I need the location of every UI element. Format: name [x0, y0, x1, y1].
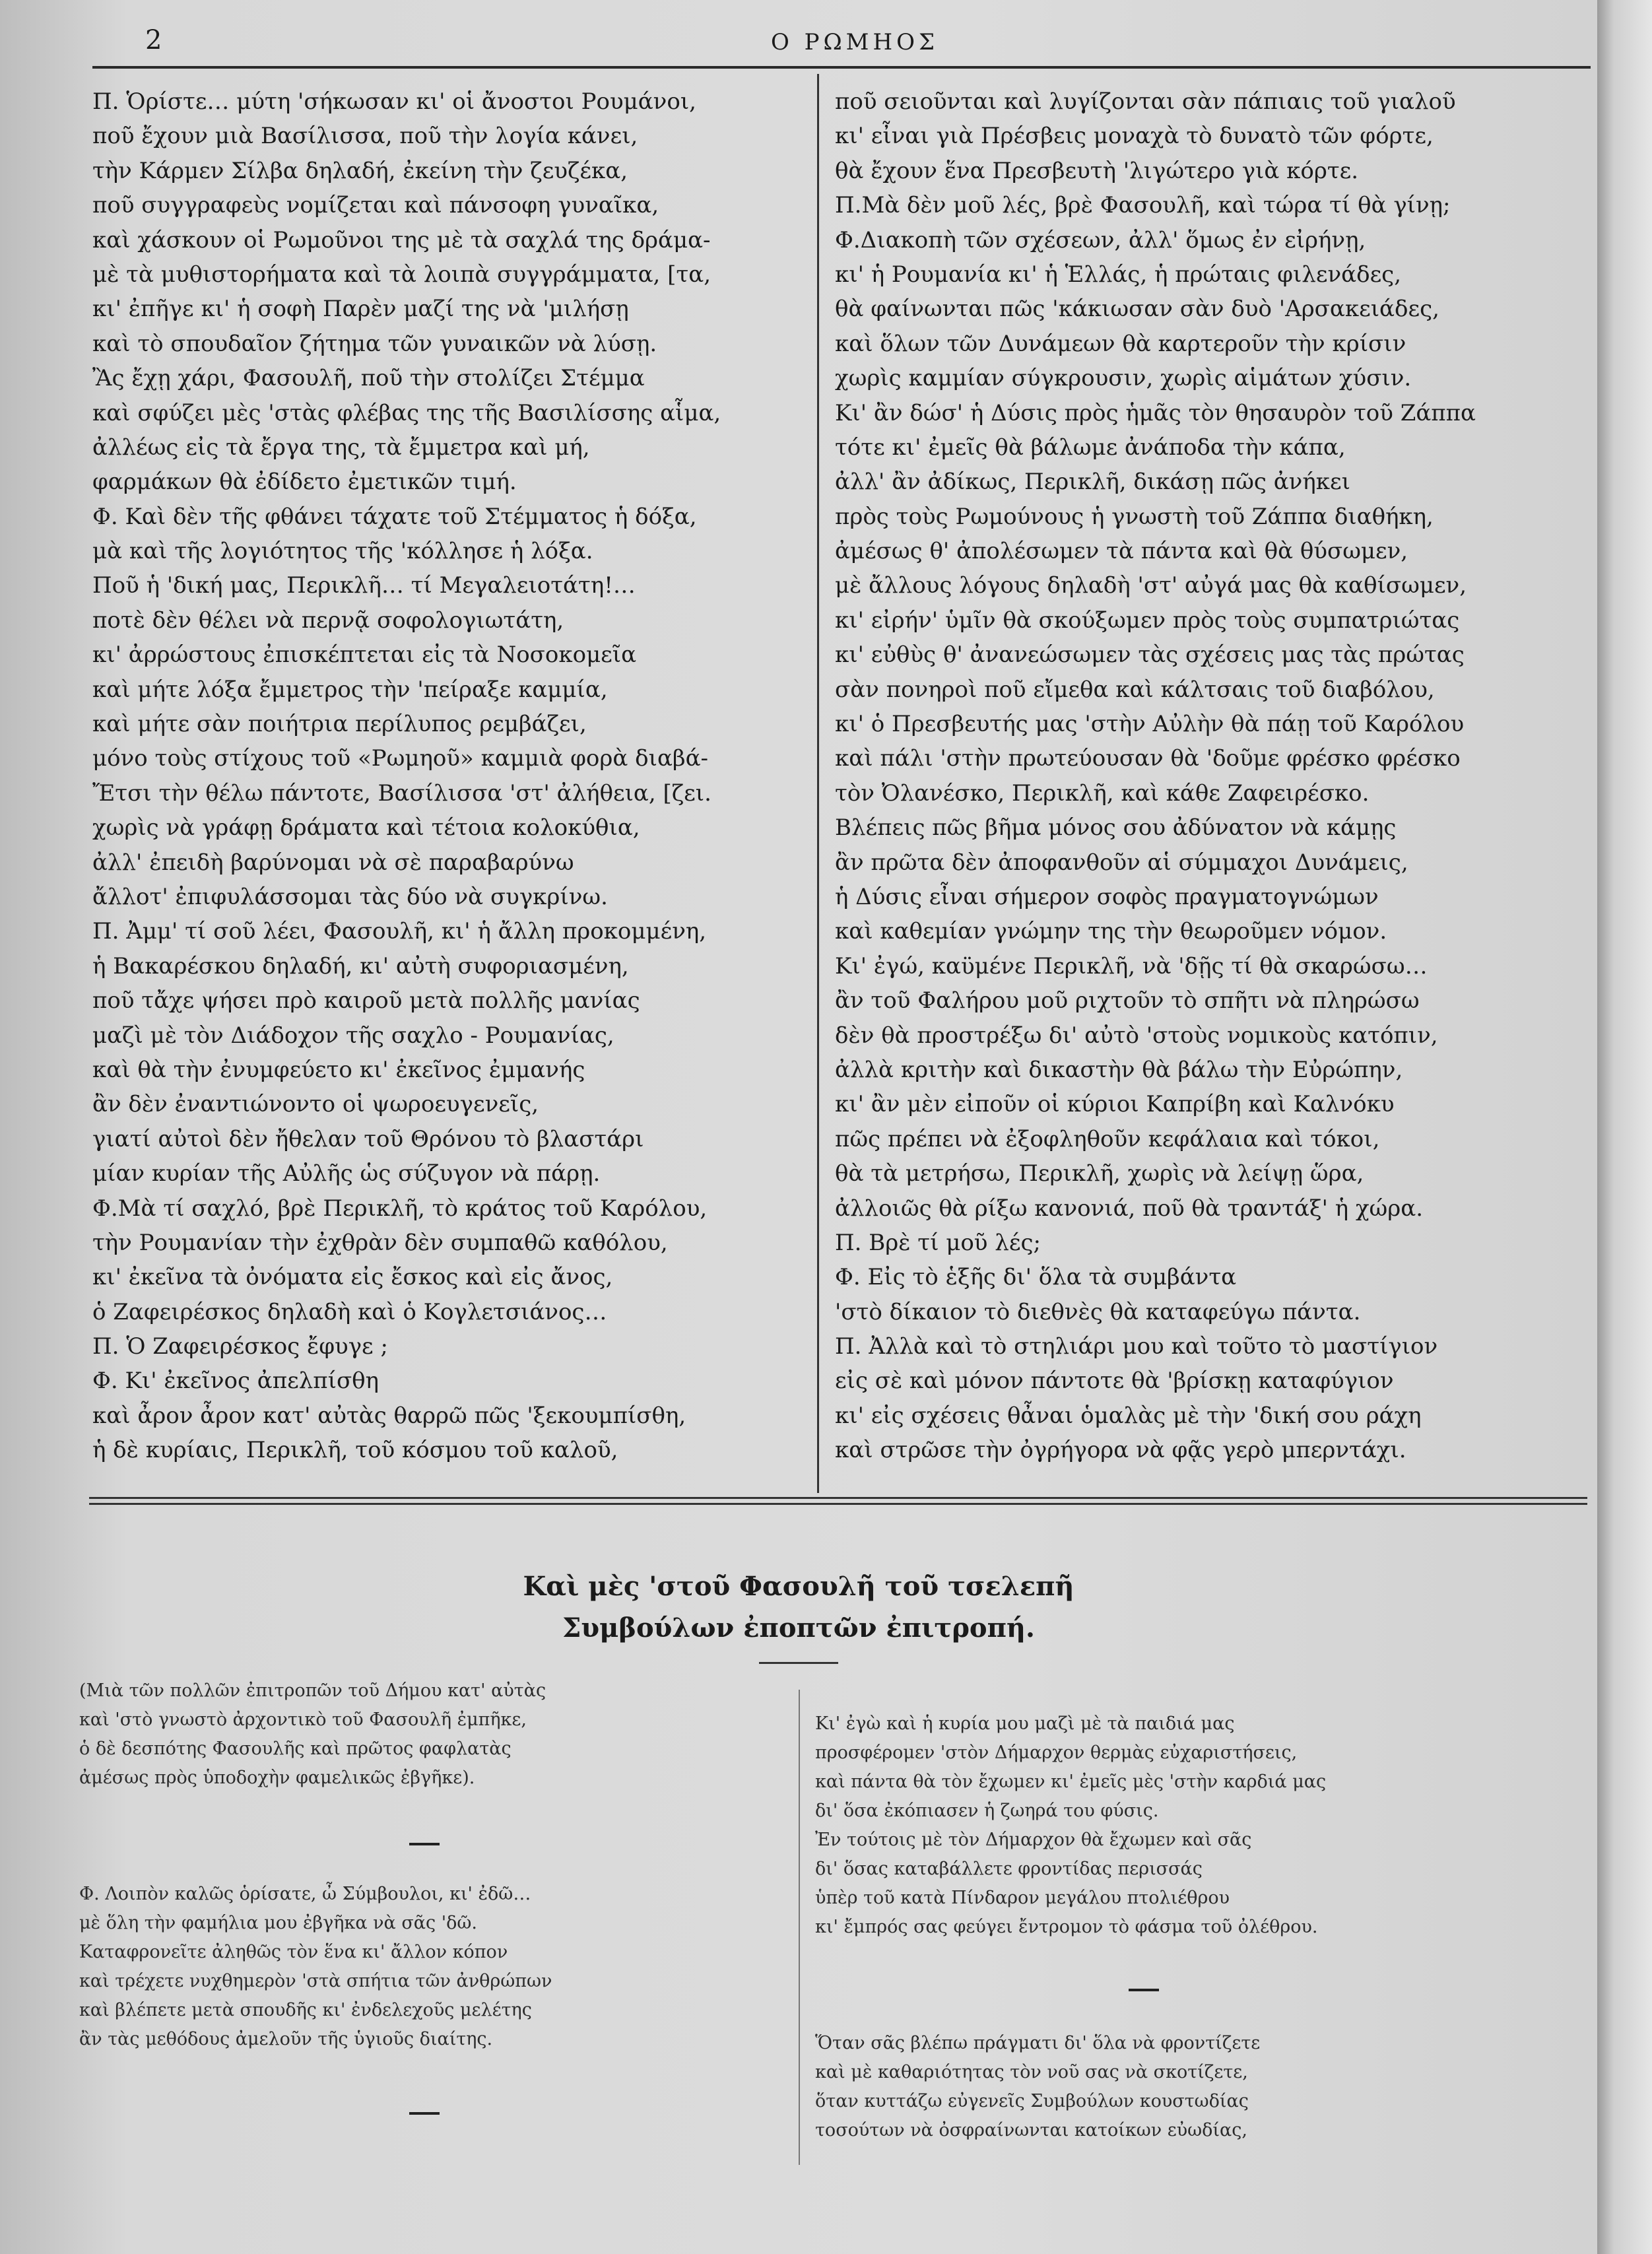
text-line: Βλέπεις πῶς βῆμα μόνος σου ἀδύνατον νὰ κάμῃς — [835, 814, 1397, 842]
text-line: μίαν κυρίαν τῆς Αὐλῆς ὡς σύζυγον νὰ πάρῃ. — [92, 1160, 601, 1187]
text-line: ἂν τοῦ Φαλήρου μοῦ ριχτοῦν τὸ σπῆτι νὰ πληρώσω — [835, 987, 1420, 1014]
masthead: Ο ΡΩΜΗΟΣ — [770, 29, 939, 55]
text-line: ἂν δὲν ἐναντιώνοντο οἱ ψωροευγενεῖς, — [92, 1091, 539, 1118]
text-line: μὰ καὶ τῆς λογιότητος τῆς 'κόλλησε ἡ λόξα. — [92, 538, 593, 565]
text-line: χωρὶς νὰ γράφῃ δράματα καὶ τέτοια κολοκύθια, — [92, 814, 640, 842]
text-line: Ἐν τούτοις μὲ τὸν Δήμαρχον θὰ ἔχωμεν καὶ σᾶς — [815, 1830, 1252, 1850]
page-number: 2 — [145, 25, 162, 55]
text-line: δι' ὅσα ἐκόπιασεν ἡ ζωηρά του φύσις. — [815, 1801, 1159, 1821]
text-line: ἀλλὰ κριτὴν καὶ δικαστὴν θὰ βάλω τὴν Εὐρώπην, — [835, 1056, 1403, 1083]
text-line: γιατί αὐτοὶ δὲν ἤθελαν τοῦ Θρόνου τὸ βλαστάρι — [92, 1125, 644, 1152]
text-line: κι' ἀρρώστους ἐπισκέπτεται εἰς τὰ Νοσοκομεῖα — [92, 642, 637, 669]
section-heading-line1: Καὶ μὲς 'στοῦ Φασουλῆ τοῦ τσελεπῆ — [523, 1571, 1074, 1602]
text-line: ὁ δὲ δεσπότης Φασουλῆς καὶ πρῶτος φαφλατὰς — [79, 1739, 512, 1759]
text-line: ὅταν κυττάζω εὐγενεῖς Συμβούλων κουστωδίας — [815, 2091, 1249, 2111]
text-line: προσφέρομεν 'στὸν Δήμαρχον θερμὰς εὐχαριστήσεις, — [815, 1742, 1298, 1763]
text-line: Ποῦ ἡ 'δική μας, Περικλῆ… τί Μεγαλειοτάτη!… — [92, 572, 636, 599]
text-line: καὶ χάσκουν οἱ Ρωμοῦνοι της μὲ τὰ σαχλά της δράμα- — [92, 226, 711, 253]
text-line: ἀλλοιῶς θὰ ρίξω κανονιά, ποῦ θὰ τραντάξ' ἡ χώρα. — [835, 1195, 1424, 1222]
text-line: ὑπὲρ τοῦ κατὰ Πίνδαρον μεγάλου πτολιέθρου — [815, 1888, 1230, 1908]
text-line: ποῦ συγγραφεὺς νομίζεται καὶ πάνσοφη γυναῖκα, — [92, 192, 659, 219]
text-line: ποτὲ δὲν θέλει νὰ περνᾷ σοφολογιωτάτη, — [92, 607, 564, 634]
text-line: καὶ 'στὸ γνωστὸ ἀρχοντικὸ τοῦ Φασουλῆ ἐμπῆκε, — [79, 1709, 527, 1730]
text-line: Φ.Μὰ τί σαχλό, βρὲ Περικλῆ, τὸ κράτος τοῦ Καρόλου, — [92, 1195, 708, 1222]
text-line: ἡ Βακαρέσκου δηλαδή, κι' αὐτὴ συφοριασμένη, — [92, 952, 629, 979]
dash-separator — [1129, 1989, 1159, 1991]
section-separator — [89, 1497, 1587, 1505]
text-line: Φ. Κι' ἐκεῖνος ἀπελπίσθη — [92, 1368, 379, 1395]
text-line: τότε κι' ἐμεῖς θὰ βάλωμε ἀνάποδα τὴν κάπα, — [835, 434, 1346, 461]
text-line: μὲ ὅλη τὴν φαμήλια μου ἐβγῆκα νὰ σᾶς 'δῶ. — [79, 1913, 478, 1933]
text-line: καὶ θὰ τὴν ἐνυμφεύετο κι' ἐκεῖνος ἐμμανής — [92, 1056, 585, 1083]
heading-rule — [759, 1662, 838, 1664]
text-line: δὲν θὰ προστρέξω δι' αὐτὸ 'στοὺς νομικοὺς κατόπιν, — [835, 1022, 1438, 1049]
text-line: καὶ στρῶσε τὴν ὀγρήγορα νὰ φᾷς γερὸ μπερντάχι. — [835, 1437, 1406, 1464]
text-line: ἂν τὰς μεθόδους ἀμελοῦν τῆς ὑγιοῦς διαίτης. — [79, 2029, 493, 2049]
text-line: μόνο τοὺς στίχους τοῦ «Ρωμηοῦ» καμμιὰ φορὰ διαβά- — [92, 745, 709, 772]
text-line: δι' ὅσας καταβάλλετε φροντίδας περισσάς — [815, 1859, 1203, 1879]
text-line: μὲ ἄλλους λόγους δηλαδὴ 'στ' αὐγά μας θὰ καθίσωμεν, — [835, 572, 1467, 599]
page-header — [119, 25, 1591, 71]
text-line: ἀλλ' ἂν ἀδίκως, Περικλῆ, δικάσῃ πῶς ἀνήκει — [835, 469, 1350, 496]
text-line: Π. Ὁ Ζαφειρέσκος ἔφυγε ; — [92, 1333, 388, 1360]
text-line: ἀλλ' ἐπειδὴ βαρύνομαι νὰ σὲ παραβαρύνω — [92, 849, 574, 876]
text-line: καὶ πάλι 'στὴν πρωτεύουσαν θὰ 'δοῦμε φρέσκο φρέσκο — [835, 745, 1461, 772]
text-line: τὴν Κάρμεν Σίλβα δηλαδή, ἐκείνη τὴν ζευζέκα, — [92, 157, 628, 184]
text-line: ἡ Δύσις εἶναι σήμερον σοφὸς πραγματογνώμων — [835, 883, 1379, 910]
text-line: ἀμέσως θ' ἀπολέσωμεν τὰ πάντα καὶ θὰ θύσωμεν, — [835, 538, 1408, 565]
text-line: ἄλλοτ' ἐπιφυλάσσομαι τὰς δύο νὰ συγκρίνω. — [92, 883, 608, 910]
text-line: καὶ μήτε λόξα ἔμμετρος τὴν 'πείραξε καμμία, — [92, 676, 608, 703]
text-line: Π. Ἀλλὰ καὶ τὸ στηλιάρι μου καὶ τοῦτο τὸ μαστίγιον — [835, 1333, 1438, 1360]
lower-right-column — [815, 1709, 1548, 2145]
text-line: (Μιὰ τῶν πολλῶν ἐπιτροπῶν τοῦ Δήμου κατ' αὐτὰς — [79, 1680, 546, 1701]
text-line: ἀμέσως πρὸς ὑποδοχὴν φαμελικῶς ἐβγῆκε). — [79, 1768, 475, 1788]
text-line: καὶ σφύζει μὲς 'στὰς φλέβας της τῆς Βασιλίσσης αἷμα, — [92, 399, 721, 426]
text-line: καὶ πάντα θὰ τὸν ἔχωμεν κι' ἐμεῖς μὲς 'στὴν καρδιά μας — [815, 1772, 1327, 1792]
text-line: Π. Ὁρίστε… μύτη 'σήκωσαν κι' οἱ ἄνοστοι Ρουμάνοι, — [92, 88, 696, 115]
text-line: Π. Ἀμμ' τί σοῦ λέει, Φασουλῆ, κι' ἡ ἄλλη προκομμένη, — [92, 918, 707, 945]
stanza — [815, 2029, 1548, 2145]
lower-left-column — [79, 1676, 779, 2054]
text-line: Φ. Λοιπὸν καλῶς ὁρίσατε, ὦ Σύμβουλοι, κι' ἐδῶ… — [79, 1884, 531, 1904]
text-line: Φ.Διακοπὴ τῶν σχέσεων, ἀλλ' ὅμως ἐν εἰρήνῃ, — [835, 226, 1366, 253]
text-line: καὶ τρέχετε νυχθημερὸν 'στὰ σπήτια τῶν ἀνθρώπων — [79, 1971, 552, 1991]
text-line: Κι' ἂν δώσ' ἡ Δύσις πρὸς ἡμᾶς τὸν θησαυρὸν τοῦ Ζάππα — [835, 399, 1476, 426]
text-line: θὰ ἔχουν ἕνα Πρεσβευτὴ 'λιγώτερο γιὰ κόρτε. — [835, 157, 1359, 184]
text-line: πῶς πρέπει νὰ ἐξοφληθοῦν κεφάλαια καὶ τόκοι, — [835, 1125, 1380, 1152]
section-heading-line2: Συμβούλων ἐποπτῶν ἐπιτροπή. — [562, 1612, 1035, 1643]
text-line: εἰς σὲ καὶ μόνον πάντοτε θὰ 'βρίσκῃ καταφύγιον — [835, 1368, 1394, 1395]
text-line: καὶ καθεμίαν γνώμην της τὴν θεωροῦμεν νόμον. — [835, 918, 1387, 945]
text-line: κι' ἐπῆγε κι' ἡ σοφὴ Παρὲν μαζί της νὰ 'μιλήσῃ — [92, 296, 629, 323]
text-line: καὶ βλέπετε μετὰ σπουδῆς κι' ἐνδελεχοῦς μελέτης — [79, 2000, 532, 2020]
column-divider — [817, 74, 819, 1493]
text-line: κι' εἰρήν' ὑμῖν θὰ σκούξωμεν πρὸς τοὺς συμπατριώτας — [835, 607, 1460, 634]
text-line: χωρὶς καμμίαν σύγκρουσιν, χωρὶς αἱμάτων χύσιν. — [835, 365, 1412, 392]
text-line: κι' εἰς σχέσεις θἆναι ὁμαλὰς μὲ τὴν 'δική σου ράχη — [835, 1402, 1422, 1429]
dash-separator — [409, 1843, 440, 1845]
page-edge — [1597, 0, 1652, 2254]
text-line: ποῦ σειοῦνται καὶ λυγίζονται σὰν πάπιαις τοῦ γιαλοῦ — [835, 88, 1456, 115]
text-line: θὰ τὰ μετρήσω, Περικλῆ, χωρὶς νὰ λείψῃ ὥρα, — [835, 1160, 1364, 1187]
text-line: κι' ἐκεῖνα τὰ ὀνόματα εἰς ἔσκος καὶ εἰς ἄνος, — [92, 1264, 613, 1291]
text-line: Φ. Καὶ δὲν τῆς φθάνει τάχατε τοῦ Στέμματος ἡ δόξα, — [92, 503, 697, 530]
text-line: μαζὶ μὲ τὸν Διάδοχον τῆς σαχλο - Ρουμανίας, — [92, 1022, 614, 1049]
text-line: Ἔτσι τὴν θέλω πάντοτε, Βασίλισσα 'στ' ἀλήθεια, [ζει. — [92, 779, 711, 807]
intro-paragraph — [79, 1676, 779, 1793]
lower-column-divider — [799, 1690, 800, 2165]
speech-paragraph — [79, 1880, 779, 2054]
text-line: Π.Μὰ δὲν μοῦ λές, βρὲ Φασουλῆ, καὶ τώρα τί θὰ γίνῃ; — [835, 192, 1451, 219]
text-line: Κι' ἐγὼ καὶ ἡ κυρία μου μαζὶ μὲ τὰ παιδιά μας — [815, 1713, 1235, 1734]
text-line: ἂν πρῶτα δὲν ἀποφανθοῦν αἱ σύμμαχοι Δυνάμεις, — [835, 849, 1408, 876]
text-line: φαρμάκων θὰ ἐδίδετο ἐμετικῶν τιμή. — [92, 469, 517, 496]
header-rule — [92, 66, 1591, 69]
text-line: κι' ἡ Ρουμανία κι' ἡ Ἑλλάς, ἡ πρώταις φιλενάδες, — [835, 261, 1402, 288]
text-line: πρὸς τοὺς Ρωμούνους ἡ γνωστὴ τοῦ Ζάππα διαθήκη, — [835, 503, 1434, 530]
text-line: ποῦ τἄχε ψήσει πρὸ καιροῦ μετὰ πολλῆς μανίας — [92, 987, 640, 1014]
text-line: μὲ τὰ μυθιστορήματα καὶ τὰ λοιπὰ συγγράμματα, [τα, — [92, 261, 711, 288]
text-line: κι' ἔμπρός σας φεύγει ἔντρομον τὸ φάσμα τοῦ ὀλέθρου. — [815, 1917, 1318, 1937]
text-line: τοσούτων νὰ ὀσφραίνωνται κατοίκων εὐωδίας, — [815, 2120, 1247, 2140]
text-line: Καταφρονεῖτε ἀληθῶς τὸν ἕνα κι' ἄλλον κόπον — [79, 1942, 508, 1962]
text-line: Ἂς ἔχῃ χάρι, Φασουλῆ, ποῦ τὴν στολίζει Στέμμα — [92, 365, 645, 392]
text-line: Φ. Εἰς τὸ ἑξῆς δι' ὅλα τὰ συμβάντα — [835, 1264, 1237, 1291]
left-column — [92, 84, 809, 1468]
text-line: ποῦ ἔχουν μιὰ Βασίλισσα, ποῦ τὴν λογία κάνει, — [92, 123, 638, 150]
text-line: ἡ δὲ κυρίαις, Περικλῆ, τοῦ κόσμου τοῦ καλοῦ, — [92, 1437, 618, 1464]
text-line: ὁ Ζαφειρέσκος δηλαδὴ καὶ ὁ Κογλετσιάνος… — [92, 1298, 607, 1325]
text-line: τὸν Ὀλανέσκο, Περικλῆ, καὶ κάθε Ζαφειρέσκο. — [835, 779, 1370, 807]
text-line: θὰ φαίνωνται πῶς 'κάκιωσαν σὰν δυὸ 'Αρσακειάδες, — [835, 296, 1439, 323]
text-line: κι' ὁ Πρεσβευτής μας 'στὴν Αὐλὴν θὰ πάῃ τοῦ Καρόλου — [835, 711, 1465, 738]
dash-separator — [409, 2112, 440, 2115]
text-line: καὶ ἆρον ἆρον κατ' αὐτὰς θαρρῶ πῶς 'ξεκουμπίσθη, — [92, 1402, 686, 1429]
text-line: 'στὸ δίκαιον τὸ διεθνὲς θὰ καταφεύγω πάντα. — [835, 1298, 1361, 1325]
text-line: σὰν πονηροὶ ποῦ εἴμεθα καὶ κάλτσαις τοῦ διαβόλου, — [835, 676, 1435, 703]
text-line: καὶ μήτε σὰν ποιήτρια περίλυπος ρεμβάζει, — [92, 711, 587, 738]
text-line: κι' εὐθὺς θ' ἀνανεώσωμεν τὰς σχέσεις μας τὰς πρώτας — [835, 642, 1465, 669]
text-line: Κι' ἐγώ, καϋμένε Περικλῆ, νὰ 'δῇς τί θὰ σκαρώσω… — [835, 952, 1428, 979]
text-line: καὶ ὅλων τῶν Δυνάμεων θὰ καρτεροῦν τὴν κρίσιν — [835, 330, 1406, 357]
text-line: τὴν Ρουμανίαν τὴν ἐχθρὰν δὲν συμπαθῶ καθόλου, — [92, 1229, 668, 1256]
text-line: καὶ μὲ καθαριότητας τὸν νοῦ σας νὰ σκοτίζετε, — [815, 2062, 1248, 2082]
right-column — [835, 84, 1587, 1468]
text-line: Π. Βρὲ τί μοῦ λές; — [835, 1229, 1041, 1256]
text-line: καὶ τὸ σπουδαῖον ζήτημα τῶν γυναικῶν νὰ λύσῃ. — [92, 330, 657, 357]
text-line: κι' εἶναι γιὰ Πρέσβεις μοναχὰ τὸ δυνατὸ τῶν φόρτε, — [835, 123, 1434, 150]
text-line: ἀλλέως εἰς τὰ ἔργα της, τὰ ἔμμετρα καὶ μή, — [92, 434, 590, 461]
stanza — [815, 1709, 1548, 1942]
text-line: Ὅταν σᾶς βλέπω πράγματι δι' ὅλα νὰ φροντίζετε — [815, 2033, 1261, 2053]
text-line: κι' ἂν μὲν εἰποῦν οἱ κύριοι Καπρίβη καὶ Καλνόκυ — [835, 1091, 1395, 1118]
